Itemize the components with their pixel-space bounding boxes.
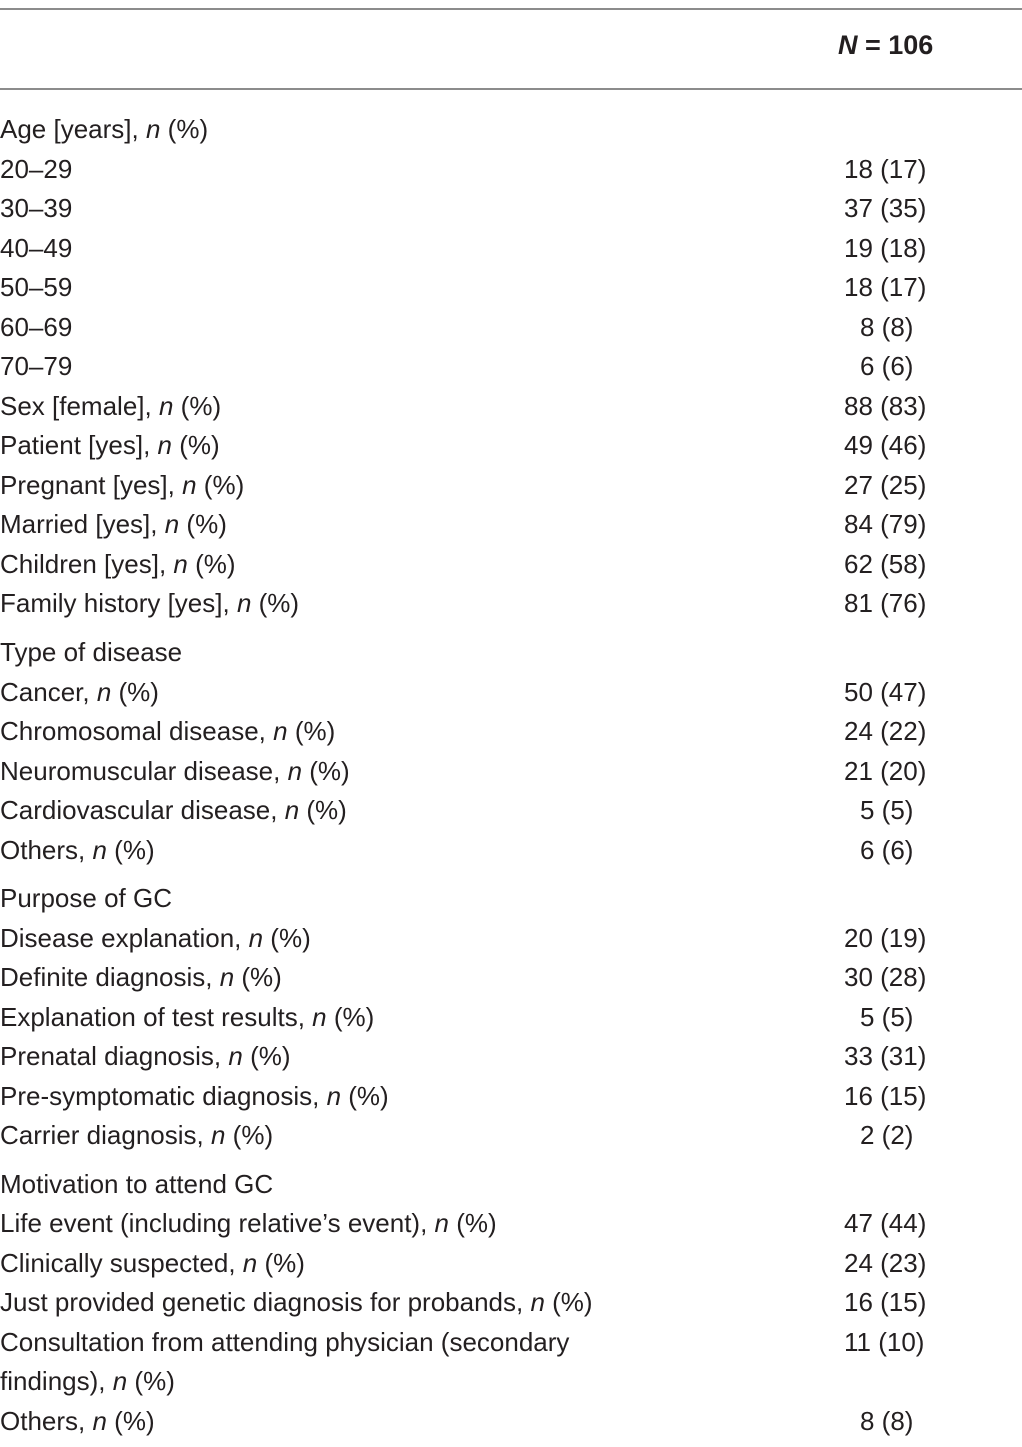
row-label: Clinically suspected, n (%) xyxy=(0,1248,305,1278)
row-label: 70–79 xyxy=(0,351,73,381)
row-value: 27 (25) xyxy=(844,470,927,500)
row-label: Age [years], n (%) xyxy=(0,114,209,144)
row-value: 18 (17) xyxy=(844,272,927,302)
n-symbol: N xyxy=(838,30,858,60)
row-value: 30 (28) xyxy=(844,962,927,992)
row-label: Family history [yes], n (%) xyxy=(0,588,300,618)
row-label: Married [yes], n (%) xyxy=(0,509,227,539)
row-label: Neuromuscular disease, n (%) xyxy=(0,756,350,786)
row-label: 40–49 xyxy=(0,233,73,263)
row-value: 8 (8) xyxy=(860,1406,914,1436)
row-value: 50 (47) xyxy=(844,677,927,707)
row-value: 88 (83) xyxy=(844,391,927,421)
row-label: 30–39 xyxy=(0,193,73,223)
row-label: Sex [female], n (%) xyxy=(0,391,222,421)
row-value: 16 (15) xyxy=(844,1287,927,1317)
row-label: Type of disease xyxy=(0,637,183,667)
row-value: 81 (76) xyxy=(844,588,927,618)
row-label: Consultation from attending physician (secondary xyxy=(0,1327,570,1357)
row-value: 24 (23) xyxy=(844,1248,927,1278)
row-label: Pre-symptomatic diagnosis, n (%) xyxy=(0,1081,389,1111)
row-value: 62 (58) xyxy=(844,549,927,579)
row-value: 8 (8) xyxy=(860,312,914,342)
row-value: 21 (20) xyxy=(844,756,927,786)
row-label: Explanation of test results, n (%) xyxy=(0,1002,375,1032)
row-value: 24 (22) xyxy=(844,716,927,746)
row-label: Purpose of GC xyxy=(0,883,172,913)
table-header-rule xyxy=(0,88,1022,90)
row-value: 5 (5) xyxy=(860,795,914,825)
n-value: = 106 xyxy=(857,30,934,60)
row-value: 6 (6) xyxy=(860,835,914,865)
row-label: Chromosomal disease, n (%) xyxy=(0,716,336,746)
row-value: 33 (31) xyxy=(844,1041,927,1071)
row-label: Patient [yes], n (%) xyxy=(0,430,220,460)
row-label: Motivation to attend GC xyxy=(0,1169,274,1199)
row-label: 50–59 xyxy=(0,272,73,302)
row-value: 16 (15) xyxy=(844,1081,927,1111)
row-label: Just provided genetic diagnosis for probands, n (%) xyxy=(0,1287,593,1317)
row-value: 84 (79) xyxy=(844,509,927,539)
row-label: Cancer, n (%) xyxy=(0,677,159,707)
row-label: Cardiovascular disease, n (%) xyxy=(0,795,347,825)
row-label: Pregnant [yes], n (%) xyxy=(0,470,245,500)
row-label: Children [yes], n (%) xyxy=(0,549,236,579)
row-value: 47 (44) xyxy=(844,1208,927,1238)
row-value: 5 (5) xyxy=(860,1002,914,1032)
row-label: Life event (including relative’s event), n (%) xyxy=(0,1208,497,1238)
table-top-rule xyxy=(0,8,1022,10)
row-value: 6 (6) xyxy=(860,351,914,381)
row-label: Definite diagnosis, n (%) xyxy=(0,962,282,992)
row-label: findings), n (%) xyxy=(0,1366,175,1396)
row-label: 20–29 xyxy=(0,154,73,184)
row-label: Others, n (%) xyxy=(0,835,155,865)
row-value: 20 (19) xyxy=(844,923,927,953)
row-value: 2 (2) xyxy=(860,1120,914,1150)
row-label: Prenatal diagnosis, n (%) xyxy=(0,1041,291,1071)
row-label: Disease explanation, n (%) xyxy=(0,923,311,953)
row-label: Carrier diagnosis, n (%) xyxy=(0,1120,274,1150)
row-value: 18 (17) xyxy=(844,154,927,184)
row-label: Others, n (%) xyxy=(0,1406,155,1436)
row-value: 11 (10) xyxy=(844,1327,925,1357)
row-value: 49 (46) xyxy=(844,430,927,460)
row-label: 60–69 xyxy=(0,312,73,342)
row-value: 37 (35) xyxy=(844,193,927,223)
column-header-n xyxy=(838,30,933,61)
row-value: 19 (18) xyxy=(844,233,927,263)
